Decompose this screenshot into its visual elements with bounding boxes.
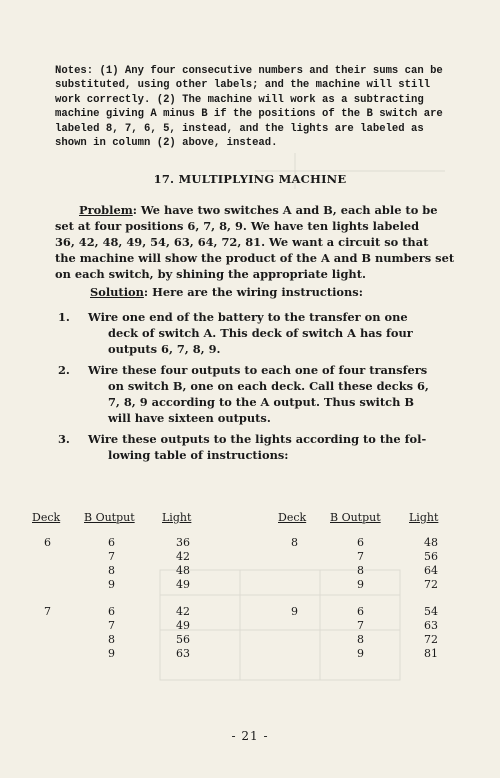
light-value: 49 — [176, 619, 190, 632]
problem-line: the machine will show the product of the A and B numbers set — [55, 251, 455, 265]
light-value: 54 — [424, 605, 438, 618]
b-output-value: 9 — [108, 647, 115, 660]
header-light: Light — [409, 511, 439, 524]
step-line: outputs 6, 7, 8, 9. — [108, 342, 221, 356]
b-output-value: 8 — [357, 564, 364, 577]
solution-text: : Here are the wiring instructions: — [143, 285, 363, 299]
light-value: 42 — [176, 605, 190, 618]
problem-line: set at four positions 6, 7, 8, 9. We have ten lights labeled — [55, 219, 420, 233]
b-output-value: 6 — [357, 536, 364, 549]
problem-first-line — [55, 202, 455, 218]
step-body — [88, 431, 426, 463]
header-light: Light — [162, 511, 192, 524]
light-value: 72 — [424, 578, 438, 591]
b-output-value: 8 — [357, 633, 364, 646]
problem-line: on each switch, by shining the appropriate light. — [55, 267, 366, 281]
step-line: deck of switch A. This deck of switch A has four — [108, 326, 413, 340]
notes-line: shown in column (2) above, instead. — [55, 137, 278, 150]
notes-line: substituted, using other labels; and the machine will still — [55, 79, 431, 92]
deck-value: 8 — [291, 536, 298, 549]
notes-line: work correctly. (2) The machine will work as a subtracting — [55, 93, 424, 106]
b-output-value: 7 — [108, 550, 115, 563]
problem-line: : We have two switches A and B, each able to be — [132, 203, 438, 217]
light-value: 56 — [176, 633, 190, 646]
b-output-value: 6 — [357, 605, 364, 618]
step-body — [88, 362, 429, 426]
b-output-value: 8 — [108, 564, 115, 577]
section-title: 17. MULTIPLYING MACHINE — [153, 172, 347, 186]
deck-value: 7 — [44, 605, 51, 618]
step-line: on switch B, one on each deck. Call these decks 6, — [108, 379, 429, 393]
notes-line: Notes: (1) Any four consecutive numbers and their sums can be — [55, 65, 443, 77]
b-output-value: 6 — [108, 536, 115, 549]
header-deck: Deck — [278, 511, 307, 524]
light-value: 63 — [176, 647, 190, 660]
b-output-value: 7 — [357, 550, 364, 563]
step-line: 7, 8, 9 according to the A output. Thus switch B — [108, 395, 414, 409]
b-output-value: 8 — [108, 633, 115, 646]
b-output-value: 6 — [108, 605, 115, 618]
step-body — [88, 309, 413, 357]
deck-value: 6 — [44, 536, 51, 549]
deck-value: 9 — [291, 605, 298, 618]
light-value: 56 — [424, 550, 438, 563]
light-value: 49 — [176, 578, 190, 591]
light-value: 72 — [424, 633, 438, 646]
problem-paragraph — [55, 202, 455, 282]
light-value: 48 — [176, 564, 190, 577]
header-b-output: B Output — [330, 511, 381, 524]
header-deck: Deck — [32, 511, 61, 524]
step-line: Wire these four outputs to each one of four transfers — [88, 363, 428, 377]
page-number: - 21 - — [231, 729, 269, 743]
header-b-output: B Output — [84, 511, 135, 524]
light-value: 36 — [176, 536, 190, 549]
problem-line: 36, 42, 48, 49, 54, 63, 64, 72, 81. We want a circuit so that — [55, 235, 429, 249]
b-output-value: 9 — [108, 578, 115, 591]
light-value: 81 — [424, 647, 438, 660]
step-line: will have sixteen outputs. — [108, 411, 271, 425]
notes-paragraph — [55, 64, 455, 150]
notes-line: machine giving A minus B if the positions of the B switch are — [55, 108, 443, 121]
step-line: Wire one end of the battery to the transfer on one — [88, 310, 408, 324]
step-number: 2. — [58, 363, 70, 377]
b-output-value: 9 — [357, 578, 364, 591]
step-line: lowing table of instructions: — [108, 448, 289, 462]
b-output-value: 7 — [108, 619, 115, 632]
light-value: 64 — [424, 564, 438, 577]
light-value: 42 — [176, 550, 190, 563]
solution-paragraph — [90, 284, 363, 300]
step-line: Wire these outputs to the lights according to the fol- — [88, 432, 427, 446]
step-number: 3. — [58, 432, 70, 446]
problem-label: Problem — [79, 203, 133, 217]
step-number: 1. — [58, 310, 70, 324]
b-output-value: 7 — [357, 619, 364, 632]
light-value: 48 — [424, 536, 438, 549]
b-output-value: 9 — [357, 647, 364, 660]
solution-label: Solution — [90, 285, 144, 299]
notes-line: labeled 8, 7, 6, 5, instead, and the lights are labeled as — [55, 122, 424, 135]
solution-line — [90, 284, 363, 300]
light-value: 63 — [424, 619, 438, 632]
